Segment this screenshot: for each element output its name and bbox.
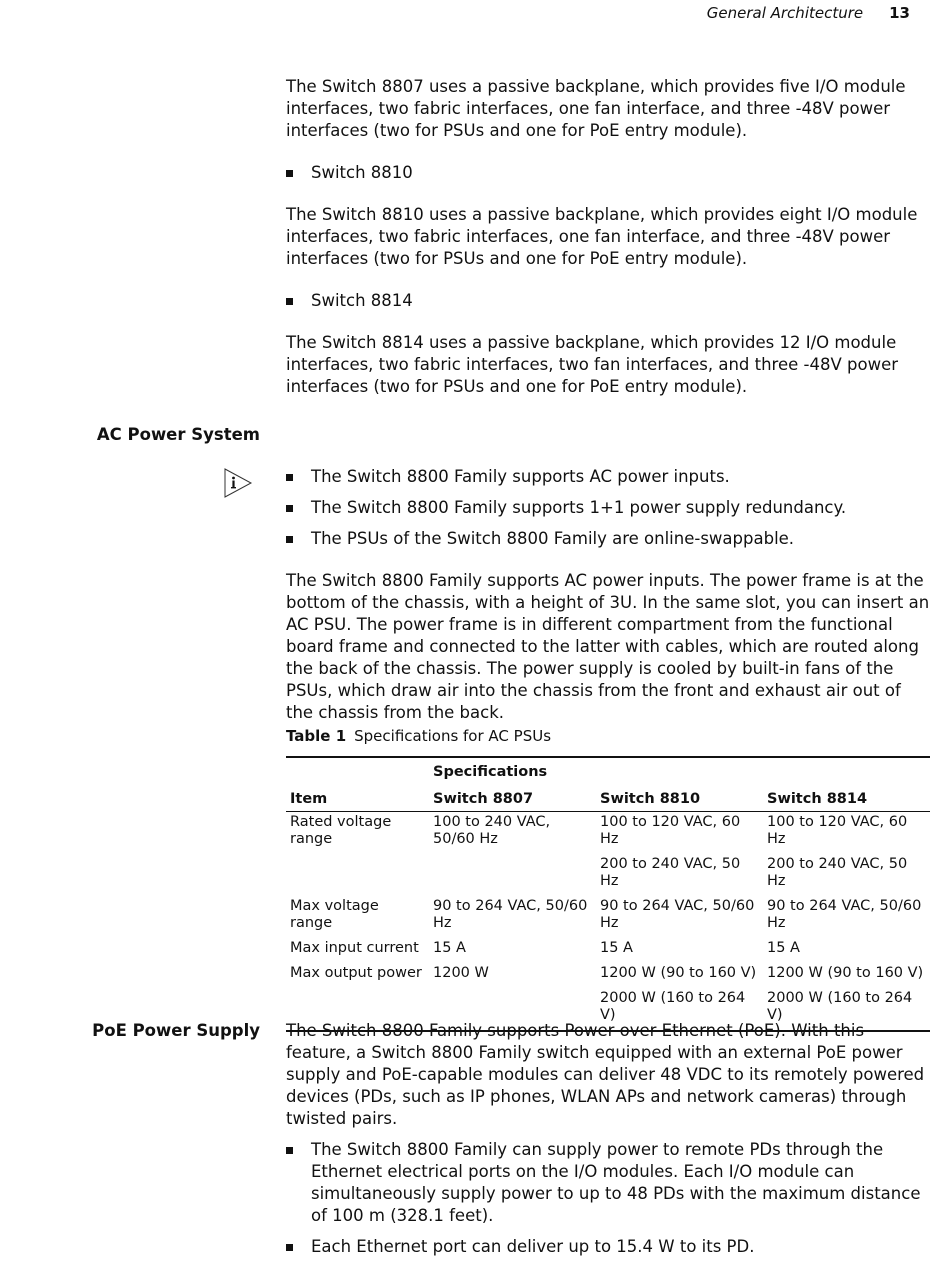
bullet-text: The Switch 8800 Family supports 1+1 power supply redundancy. bbox=[311, 498, 847, 517]
square-bullet-icon bbox=[286, 170, 293, 177]
intro-section bbox=[286, 76, 932, 398]
table-cell: 200 to 240 VAC, 50 Hz bbox=[600, 856, 741, 889]
poe-bullet bbox=[286, 1236, 932, 1258]
poe-paragraph: The Switch 8800 Family supports Power over Ethernet (PoE). With this feature, a Switch 8800 Family switch equipped with an external PoE power supply and PoE-capable modules can deliver 48 VDC to its remotely powered devices (PDs, such as IP phones, WLAN APs and network cameras) through twisted pairs. bbox=[286, 1021, 925, 1128]
table-cell: 100 to 120 VAC, 60 Hz bbox=[767, 814, 908, 847]
bullet-text: Switch 8810 bbox=[311, 163, 413, 182]
column-header: Item bbox=[286, 784, 429, 812]
table-cell: 2000 W (160 to 264 V) bbox=[600, 990, 746, 1023]
square-bullet-icon bbox=[286, 1244, 293, 1251]
empty-cell bbox=[286, 757, 429, 784]
paragraph-8807: The Switch 8807 uses a passive backplane, which provides five I/O module interfaces, two fabric interfaces, one fan interface, and three -48V power interfaces (two for PSUs and one for PoE entry module). bbox=[286, 77, 906, 140]
table-cell: 2000 W (160 to 264 V) bbox=[767, 990, 913, 1023]
bullet-text: The PSUs of the Switch 8800 Family are online-swappable. bbox=[311, 529, 795, 548]
bullet-text: Switch 8814 bbox=[311, 291, 413, 310]
page-number: 13 bbox=[889, 4, 910, 22]
table-cell: 90 to 264 VAC, 50/60 Hz bbox=[767, 898, 922, 931]
ac-psu-spec-table bbox=[286, 756, 930, 1032]
note-bullet bbox=[286, 528, 932, 550]
table-row bbox=[286, 938, 930, 963]
bullet-text: Each Ethernet port can deliver up to 15.4 W to its PD. bbox=[311, 1237, 755, 1256]
table-row bbox=[286, 963, 930, 988]
table-cell: Rated voltage range bbox=[290, 814, 392, 847]
table-cell: Max voltage range bbox=[290, 898, 379, 931]
bullet-text: The Switch 8800 Family can supply power to remote PDs through the Ethernet electrical ports on the I/O modules. Each I/O module can simultaneously supply power to up to 48 PDs with the maximum distance of 100 m (328.1 feet). bbox=[311, 1140, 921, 1225]
page-header bbox=[707, 4, 910, 22]
column-header: Switch 8807 bbox=[429, 784, 596, 812]
paragraph-8814: The Switch 8814 uses a passive backplane, which provides 12 I/O module interfaces, two fabric interfaces, two fan interfaces, and three -48V power interfaces (two for PSUs and one for PoE entry module). bbox=[286, 333, 898, 396]
table-caption-label: Table 1 bbox=[286, 727, 347, 745]
table-cell: 200 to 240 VAC, 50 Hz bbox=[767, 856, 908, 889]
table-cell: 90 to 264 VAC, 50/60 Hz bbox=[433, 898, 588, 931]
table-cell: 1200 W bbox=[433, 965, 489, 981]
table-cell: 100 to 240 VAC, 50/60 Hz bbox=[433, 814, 551, 847]
ac-power-section bbox=[286, 466, 932, 724]
spec-group-header: Specifications bbox=[433, 764, 548, 780]
bullet-item bbox=[286, 290, 932, 312]
info-note-icon bbox=[222, 467, 254, 499]
table-cell: 1200 W (90 to 160 V) bbox=[600, 965, 757, 981]
square-bullet-icon bbox=[286, 298, 293, 305]
section-heading-poe: PoE Power Supply bbox=[92, 1021, 260, 1040]
bullet-item bbox=[286, 162, 932, 184]
section-heading-ac-power: AC Power System bbox=[96, 425, 260, 444]
table-cell: 100 to 120 VAC, 60 Hz bbox=[600, 814, 741, 847]
table-cell: 15 A bbox=[433, 940, 466, 956]
bullet-text: The Switch 8800 Family supports AC power inputs. bbox=[311, 467, 730, 486]
table-row bbox=[286, 896, 930, 938]
table-group-header-row bbox=[286, 757, 930, 784]
poe-section bbox=[286, 1020, 932, 1258]
paragraph-8810: The Switch 8810 uses a passive backplane, which provides eight I/O module interfaces, two fabric interfaces, one fan interface, and three -48V power interfaces (two for PSUs and one for PoE entry module). bbox=[286, 205, 918, 268]
table-cell: 1200 W (90 to 160 V) bbox=[767, 965, 924, 981]
square-bullet-icon bbox=[286, 474, 293, 481]
table-cell: Max output power bbox=[290, 965, 422, 981]
table-cell: 15 A bbox=[600, 940, 633, 956]
table-row bbox=[286, 812, 930, 855]
table-cell: Max input current bbox=[290, 940, 419, 956]
note-bullet bbox=[286, 497, 932, 519]
table-caption bbox=[286, 727, 551, 745]
table-header-row bbox=[286, 784, 930, 812]
note-bullet bbox=[286, 466, 932, 488]
running-section-title: General Architecture bbox=[706, 4, 864, 22]
square-bullet-icon bbox=[286, 536, 293, 543]
table-cell: 15 A bbox=[767, 940, 800, 956]
table-cell: 90 to 264 VAC, 50/60 Hz bbox=[600, 898, 755, 931]
square-bullet-icon bbox=[286, 1147, 293, 1154]
poe-bullet bbox=[286, 1139, 932, 1227]
ac-power-paragraph: The Switch 8800 Family supports AC power inputs. The power frame is at the bottom of the chassis, with a height of 3U. In the same slot, you can insert an AC PSU. The power frame is in different compartment from the functional board frame and connected to the latter with cables, which are routed along the back of the chassis. The power supply is cooled by built-in fans of the PSUs, which draw air into the chassis from the front and exhaust air out of the chassis from the back. bbox=[286, 571, 930, 722]
column-header: Switch 8810 bbox=[596, 784, 763, 812]
column-header: Switch 8814 bbox=[763, 784, 930, 812]
square-bullet-icon bbox=[286, 505, 293, 512]
table-caption-text: Specifications for AC PSUs bbox=[354, 727, 552, 745]
